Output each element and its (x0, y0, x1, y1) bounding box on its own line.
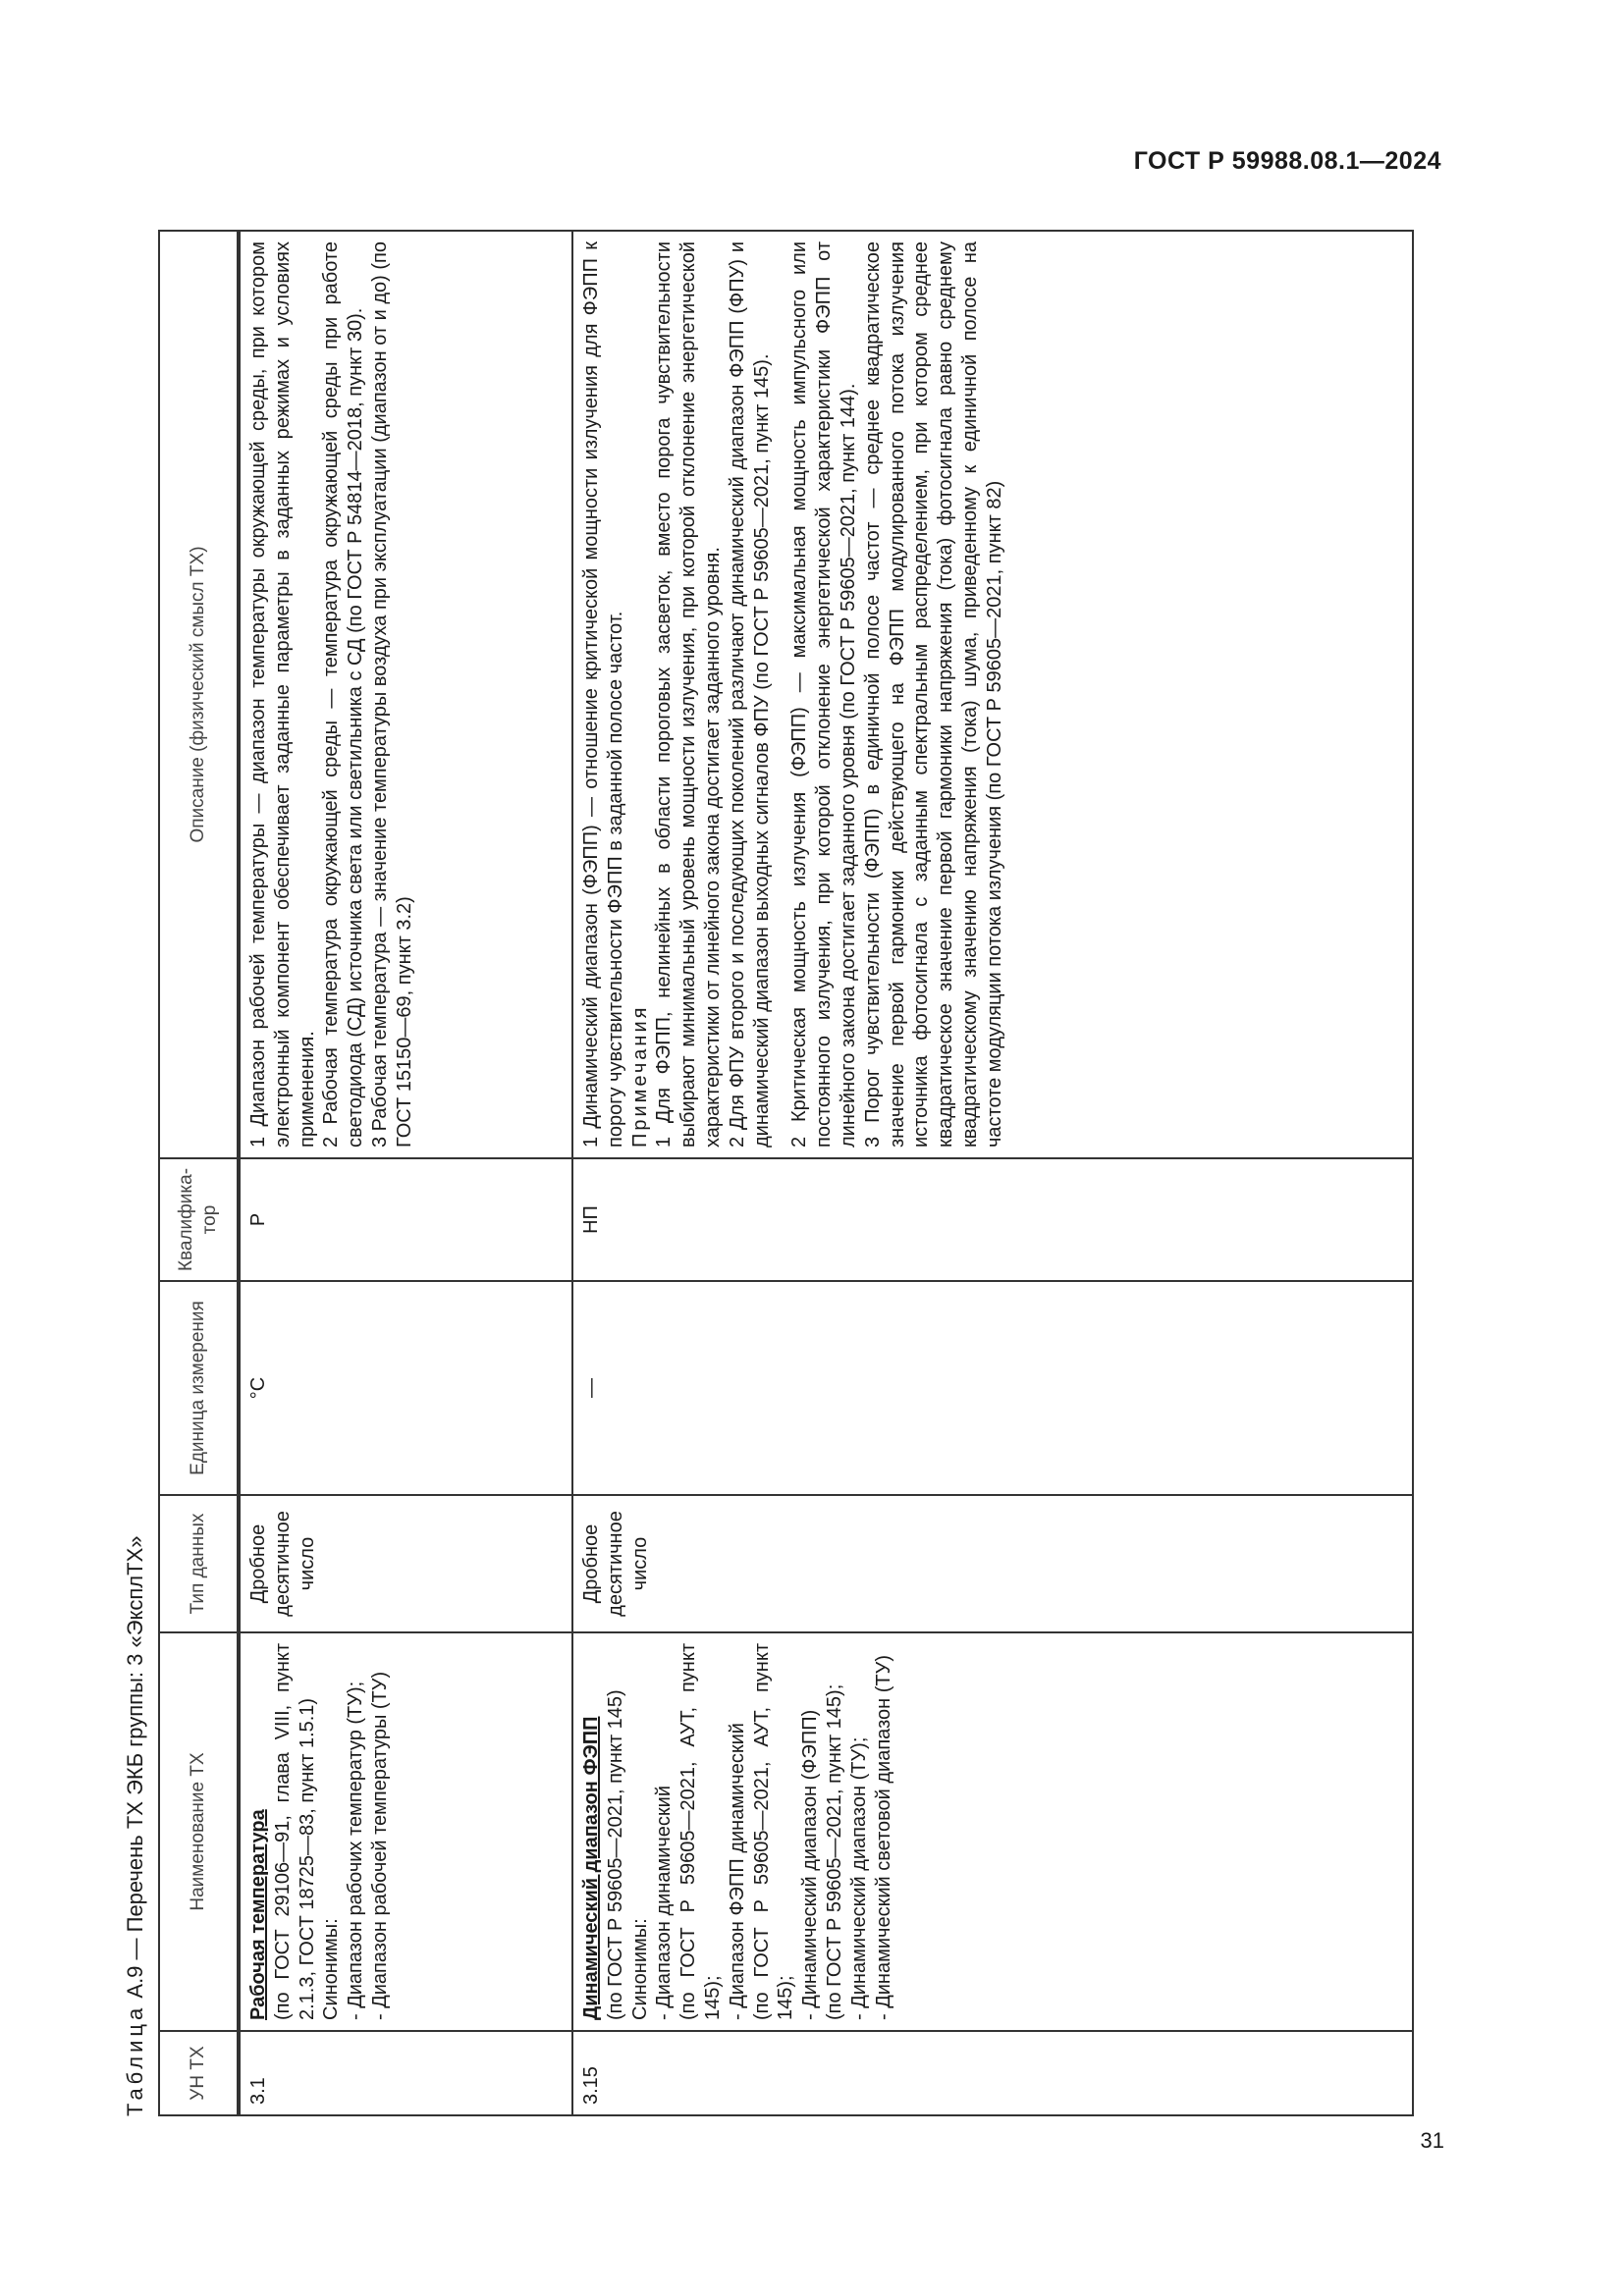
description-paragraph: 1 Для ФЭПП, нелинейных в области пороговых засветок, вместо порога чувствительности выбирают минимальный уровень мощности излучения, при которой отклонение энергетической характеристики от линейного закона достигает заданного уровня. (653, 241, 724, 1148)
row-qualifier-cell: Р (239, 1158, 572, 1281)
table-row (572, 231, 1413, 2115)
row-description-cell (572, 231, 1413, 1158)
column-header-data-type: Тип данных (159, 1495, 239, 1632)
row-unit-cell: °C (239, 1281, 572, 1495)
row-qualifier-cell: НП (572, 1158, 1413, 1281)
notes-heading: Примечания (628, 1004, 651, 1148)
description-paragraph: 2 Рабочая температура окружающей среды — температура окружающей среды при работе светодиода (СД) источника света или светильника с СД (по ГОСТ Р 54814—2018, пункт 30). (320, 241, 367, 1148)
caption-text: А.9 — Перечень ТХ ЭКБ группы: 3 «ЭксплТХ» (123, 1535, 147, 1999)
name-line: - Диапазон рабочих температур (ТУ); (345, 1681, 367, 2020)
row-id-cell: 3.15 (572, 2031, 1413, 2115)
name-line: (по ГОСТ 29106—91, глава VIII, пункт 2.1.3, ГОСТ 18725—83, пункт 1.5.1) (271, 1643, 318, 2020)
description-paragraph: 1 Динамический диапазон (ФЭПП) — отношение критической мощности излучения для ФЭПП к порогу чувствительности ФЭПП в заданной полосе частот. (580, 241, 626, 1148)
name-line: - Динамический световой диапазон (ТУ) (872, 1655, 894, 2020)
row-name-cell (572, 1632, 1413, 2031)
description-paragraph: 3 Рабочая температура — значение температуры воздуха при эксплуатации (диапазон от и до) (по ГОСТ 15150—69, пункт 3.2) (368, 241, 415, 1148)
column-header-id: УН ТХ (159, 2031, 239, 2115)
row-id-cell: 3.1 (239, 2031, 572, 2115)
description-paragraph: 1 Диапазон рабочей температуры — диапазон температуры окружающей среды, при котором электронный компонент обеспечивает заданные параметры в заданных режимах и условиях применения. (247, 241, 318, 1148)
characteristic-title: Рабочая температура (247, 1809, 269, 2020)
table-header-row (159, 231, 239, 2115)
name-line: (по ГОСТ Р 59605—2021, АУТ, пункт 145); (677, 1643, 724, 2020)
name-line: - Диапазон рабочей температуры (ТУ) (368, 1671, 391, 2020)
column-header-unit: Единица измерения (159, 1281, 239, 1495)
name-line: (по ГОСТ Р 59605—2021, пункт 145); (823, 1683, 845, 2020)
column-header-name: Наименование ТХ (159, 1632, 239, 2031)
row-data-type-cell: Дробное десятичное число (239, 1495, 572, 1632)
table-row (239, 231, 572, 2115)
description-paragraph: 3 Порог чувствительности (ФЭПП) в единичной полосе частот — среднее квадратическое значение первой гармоники действующего на ФЭПП модулированного потока излучения источника фотосигнала с заданным спектральным распределением, при котором среднее квадратическое значение первой гармоники напряжения (тока) фотосигнала равно среднему квадратическому значению напряжения (тока) шума, приведенному к единичной полосе на частоте модуляции потока излучения (по ГОСТ Р 59605—2021, пункт 82) (861, 241, 1005, 1148)
characteristic-title: Динамический диапазон ФЭПП (580, 1716, 602, 2020)
name-line: Синонимы: (628, 1918, 651, 2020)
rotated-table-block (113, 232, 1425, 2116)
caption-prefix: Таблица (123, 2003, 147, 2116)
name-line: - Диапазон ФЭПП динамический (726, 1723, 748, 2020)
row-description-cell (239, 231, 572, 1158)
column-header-description: Описание (физический смысл ТХ) (159, 231, 239, 1158)
column-header-qualifier: Квалифика-тор (159, 1158, 239, 1281)
name-line: - Динамический диапазон (ТУ); (847, 1736, 870, 2020)
table-caption (113, 1536, 158, 2117)
row-unit-cell: — (572, 1281, 1413, 1495)
name-line: - Динамический диапазон (ФЭПП) (799, 1709, 822, 2020)
document-code: ГОСТ Р 59988.08.1—2024 (1133, 147, 1441, 175)
description-paragraph: 2 Для ФПУ второго и последующих поколений различают динамический диапазон ФЭПП (ФПУ) и динамический диапазон выходных сигналов ФПУ (по ГОСТ Р 59605—2021, пункт 145). (726, 241, 773, 1148)
name-line: Синонимы: (320, 1918, 343, 2020)
paragraph-gap (774, 241, 787, 1148)
name-line: (по ГОСТ Р 59605—2021, пункт 145) (604, 1689, 626, 2020)
page-number: 31 (1420, 2128, 1444, 2153)
row-data-type-cell: Дробное десятичное число (572, 1495, 1413, 1632)
row-name-cell (239, 1632, 572, 2031)
description-paragraph: 2 Критическая мощность излучения (ФЭПП) — максимальная мощность импульсного или постоянного излучения, при которой отклонение энергетической характеристики ФЭПП от линейного закона достигает заданного уровня (по ГОСТ Р 59605—2021, пункт 144). (788, 241, 859, 1148)
characteristics-table (158, 230, 1414, 2116)
name-line: - Диапазон динамический (653, 1785, 676, 2020)
name-line: (по ГОСТ Р 59605—2021, АУТ, пункт 145); (750, 1643, 797, 2020)
